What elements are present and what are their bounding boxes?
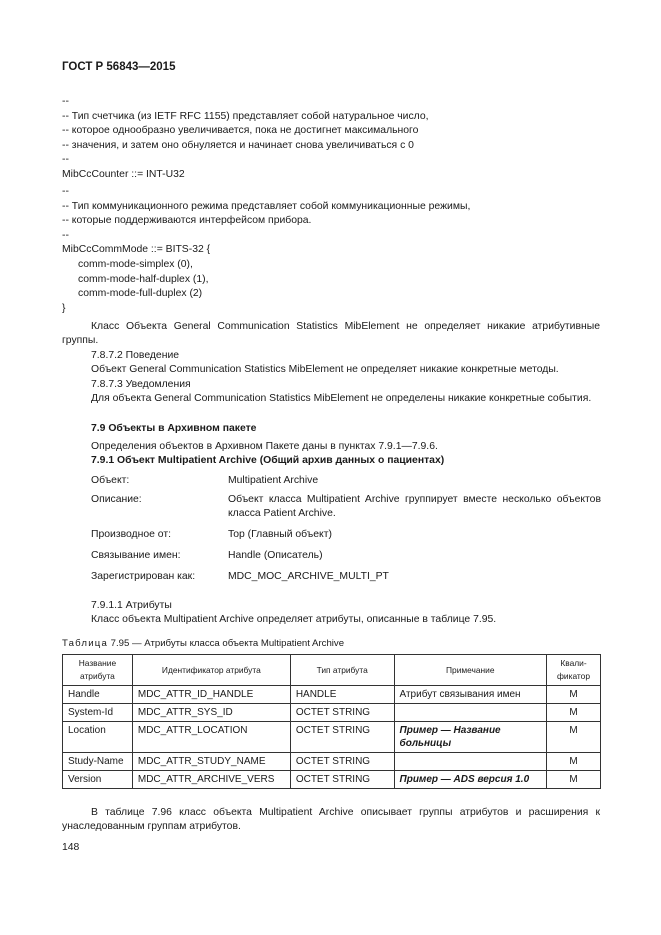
closing-paragraph xyxy=(62,806,600,835)
table-cell: Атрибут связывания имен xyxy=(394,686,547,704)
table-header-row xyxy=(63,655,601,686)
field-value: Top (Главный объект) xyxy=(228,529,332,540)
table-caption-text: 7.95 — Атрибуты класса объекта Multipatient Archive xyxy=(108,638,345,649)
table-cell: Version xyxy=(63,771,133,789)
subsection-heading: 7.8.7.3 Уведомления xyxy=(91,378,191,390)
code-line: comm-mode-full-duplex (2) xyxy=(78,288,203,300)
table-cell: M xyxy=(547,722,601,753)
table-cell: MDC_ATTR_LOCATION xyxy=(132,722,290,753)
column-header: Квали-фикатор xyxy=(547,655,601,686)
field-value: Handle (Описатель) xyxy=(228,550,323,561)
paragraph: Для объекта General Communication Statistics MibElement не определены никакие конкретные события. xyxy=(91,393,592,405)
paragraph: В таблице 7.96 класс объекта Multipatient Archive описывает группы атрибутов и расширения к унаследованным группам атрибутов. xyxy=(62,807,600,833)
code-line: -- xyxy=(62,96,69,107)
code-block-counter xyxy=(62,95,429,183)
table-cell: MDC_ATTR_ID_HANDLE xyxy=(132,686,290,704)
paragraph: Класс Объекта General Communication Statistics MibElement не определяет никакие атрибутивные группы. xyxy=(62,321,600,347)
code-line: -- значения, и затем оно обнуляется и начинает снова увеличиваться с 0 xyxy=(62,139,414,151)
table-row xyxy=(63,686,601,704)
table-cell xyxy=(394,704,547,722)
code-line: } xyxy=(62,302,66,314)
field-value: Объект класса Multipatient Archive группирует вместе несколько объектов класса Patient Archive. xyxy=(228,494,601,520)
table-cell: Study-Name xyxy=(63,753,133,771)
table-cell: M xyxy=(547,771,601,789)
table-cell xyxy=(394,722,547,753)
table-cell: Location xyxy=(63,722,133,753)
table-caption-prefix: Таблица xyxy=(62,638,109,649)
column-header: Примечание xyxy=(394,655,547,686)
subsection-title: 7.9.1 Объект Multipatient Archive (Общий архив данных о пациентах) xyxy=(91,455,445,466)
code-line: comm-mode-half-duplex (1), xyxy=(78,273,209,285)
table-row xyxy=(63,771,601,789)
table-row xyxy=(63,753,601,771)
code-line: -- которые поддерживаются интерфейсом прибора. xyxy=(62,215,312,227)
attributes-title: 7.9.1.1 Атрибуты xyxy=(91,600,172,611)
field-label: Описание: xyxy=(91,494,142,505)
page-number: 148 xyxy=(62,842,80,853)
code-line: -- Тип коммуникационного режима представляет собой коммуникационные режимы, xyxy=(62,200,471,212)
section-7-8-7-text xyxy=(62,320,600,406)
example-note: Пример — Название больницы xyxy=(399,725,501,749)
field-value: Multipatient Archive xyxy=(228,475,319,486)
code-line: MibCcCounter ::= INT-U32 xyxy=(62,168,185,180)
table-cell: MDC_ATTR_ARCHIVE_VERS xyxy=(132,771,290,789)
code-line: -- xyxy=(62,229,69,241)
field-label: Производное от: xyxy=(91,529,171,540)
table-cell: System-Id xyxy=(63,704,133,722)
table-cell: OCTET STRING xyxy=(290,771,394,789)
attributes-table xyxy=(62,654,601,789)
paragraph: Объект General Communication Statistics MibElement не определяет никакие конкретные методы. xyxy=(91,364,559,376)
column-header: Тип атрибута xyxy=(290,655,394,686)
table-cell: MDC_ATTR_STUDY_NAME xyxy=(132,753,290,771)
table-cell: MDC_ATTR_SYS_ID xyxy=(132,704,290,722)
code-line: -- которое однообразно увеличивается, пока не достигнет максимального xyxy=(62,125,419,137)
table-cell: HANDLE xyxy=(290,686,394,704)
table-cell: Handle xyxy=(63,686,133,704)
document-header: ГОСТ Р 56843—2015 xyxy=(62,61,176,73)
subsection-heading: 7.8.7.2 Поведение xyxy=(91,349,180,361)
table-cell xyxy=(394,753,547,771)
table-cell: M xyxy=(547,704,601,722)
section-title: 7.9 Объекты в Архивном пакете xyxy=(91,423,257,434)
field-value: MDC_MOC_ARCHIVE_MULTI_PT xyxy=(228,571,389,582)
section-intro: Определения объектов в Архивном Пакете даны в пунктах 7.9.1—7.9.6. xyxy=(91,441,438,452)
code-block-commmode xyxy=(62,185,470,316)
attributes-text: Класс объекта Multipatient Archive определяет атрибуты, описанные в таблице 7.95. xyxy=(91,614,497,625)
example-note: Пример — ADS версия 1.0 xyxy=(399,774,530,785)
table-row xyxy=(63,722,601,753)
code-line: MibCcCommMode ::= BITS-32 { xyxy=(62,244,211,256)
field-label: Связывание имен: xyxy=(91,550,181,561)
column-header: Название атрибута xyxy=(63,655,133,686)
table-caption xyxy=(62,638,344,649)
table-cell: OCTET STRING xyxy=(290,753,394,771)
field-label: Объект: xyxy=(91,475,130,486)
table-row xyxy=(63,704,601,722)
code-line: -- Тип счетчика (из IETF RFC 1155) представляет собой натуральное число, xyxy=(62,110,429,122)
table-cell: M xyxy=(547,753,601,771)
code-line: -- xyxy=(62,154,69,166)
code-line: -- xyxy=(62,186,69,197)
table-cell: OCTET STRING xyxy=(290,704,394,722)
table-cell xyxy=(394,771,547,789)
field-label: Зарегистрирован как: xyxy=(91,571,196,582)
column-header: Идентификатор атрибута xyxy=(132,655,290,686)
code-line: comm-mode-simplex (0), xyxy=(78,258,193,270)
table-cell: M xyxy=(547,686,601,704)
table-cell: OCTET STRING xyxy=(290,722,394,753)
